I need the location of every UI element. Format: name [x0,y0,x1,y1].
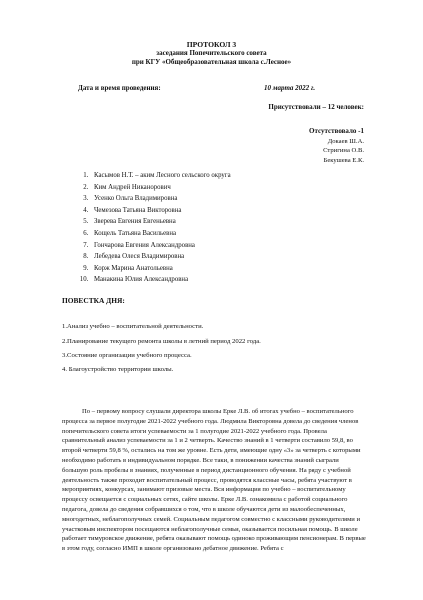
agenda-item: 3.Состояние организации учебного процесса. [62,352,192,359]
attendee-item: 6. Кощель Татьяна Васильевна [90,228,231,240]
absent-name: Стригина О.В. [323,147,364,155]
attendee-item: 7. Гончарова Евгения Александровна [90,240,231,252]
attendee-item: 8. Лебедева Олеся Владимировна [90,251,231,263]
agenda-title: ПОВЕСТКА ДНЯ: [62,296,125,305]
protocol-subtitle: заседания Попечительского совета [156,49,267,57]
absent-name: Бекушева Е.К. [323,156,364,164]
agenda-item: 4. Благоустройство территории школы. [62,366,174,373]
minutes-paragraph [62,407,366,554]
datetime-label: Дата и время проведения: [78,84,161,92]
absent-name: Докаев Ш.А. [327,138,364,145]
absent-names [323,137,364,165]
agenda-item: 2.Планирование текущего ремонта школы в летний период 2022 года. [62,338,261,345]
attendee-item: 10. Манакина Юлия Александровна [90,274,231,286]
attendee-item: 4. Чемезова Татьяна Викторовна [90,205,231,217]
agenda-item: 1.Анализ учебно – воспитательной деятельности. [62,323,204,330]
attendee-item: 3. Усенко Ольга Владимировна [90,193,231,205]
attendee-item: 9. Корж Марина Анатольевна [90,263,231,275]
absent-count: Отсутствовало -1 [309,127,364,135]
protocol-title: ПРОТОКОЛ 3 [186,40,237,49]
organization-name: при КГУ «Общеобразовательная школа с.Лесное» [131,58,292,66]
attendee-list [72,170,231,286]
attendee-item: 2. Ким Андрей Никанорович [90,182,231,194]
attendee-item: 5. Зверева Евгения Евгеньевна [90,216,231,228]
datetime-value: 10 марта 2022 г. [264,84,316,92]
attendee-item: 1. Касымов Н.Т. – аким Лесного сельского округа [90,170,231,182]
minutes-text: По – первому вопросу слушали директора школы Ерке Л.В. об итогах учебно – воспитательного процесса за первое полугодие 2021-2022 учебного года. Людмила Викторовна довела до сведения членов попечительского совета итоги успеваемости за 1 полугодие 2021-2022 учебного года. Провела сравнительный анализ успеваемости за 1 и 2 четверть. Качество знаний в 1 четверти составило 59,8, во второй четверти 59,8 %, остались на том же уровне. Есть дети, имеющие одну «3» за четверть с которыми необходимо работать в индивидуальном порядке. Все таки, в понижении качества знаний сыграли большую роль пробелы в знаниях, полученные в период дистанционного обучения. На ряду с учебной деятельность также проходит воспитательный процесс, проводятся классные часы, ребята участвуют в мероприятиях, конкурсах, занимают призовые места. Вся информация по учебно – воспитательному процессу освещается с социальных сетях, сайте школы. Ерке Л.В. ознакомила с работой социального педагога, довела до сведения собравшихся о том, что в школе обучаются дети из малообеспеченных, многодетных, неблагополучных семей. Социальным педагогом совместно с классными руководителями и участковым инспектором посещаются неблагополучные семьи, оказывается посильная помощь. В школе работает тимуровское движение, ребята оказывают помощь одиноко проживающим пенсионерам. В первые в этом году, согласно ИМП в школе организовано дебатное движение. Ребята с [62,408,366,553]
present-count: Присутствовали – 12 человек: [268,103,364,111]
